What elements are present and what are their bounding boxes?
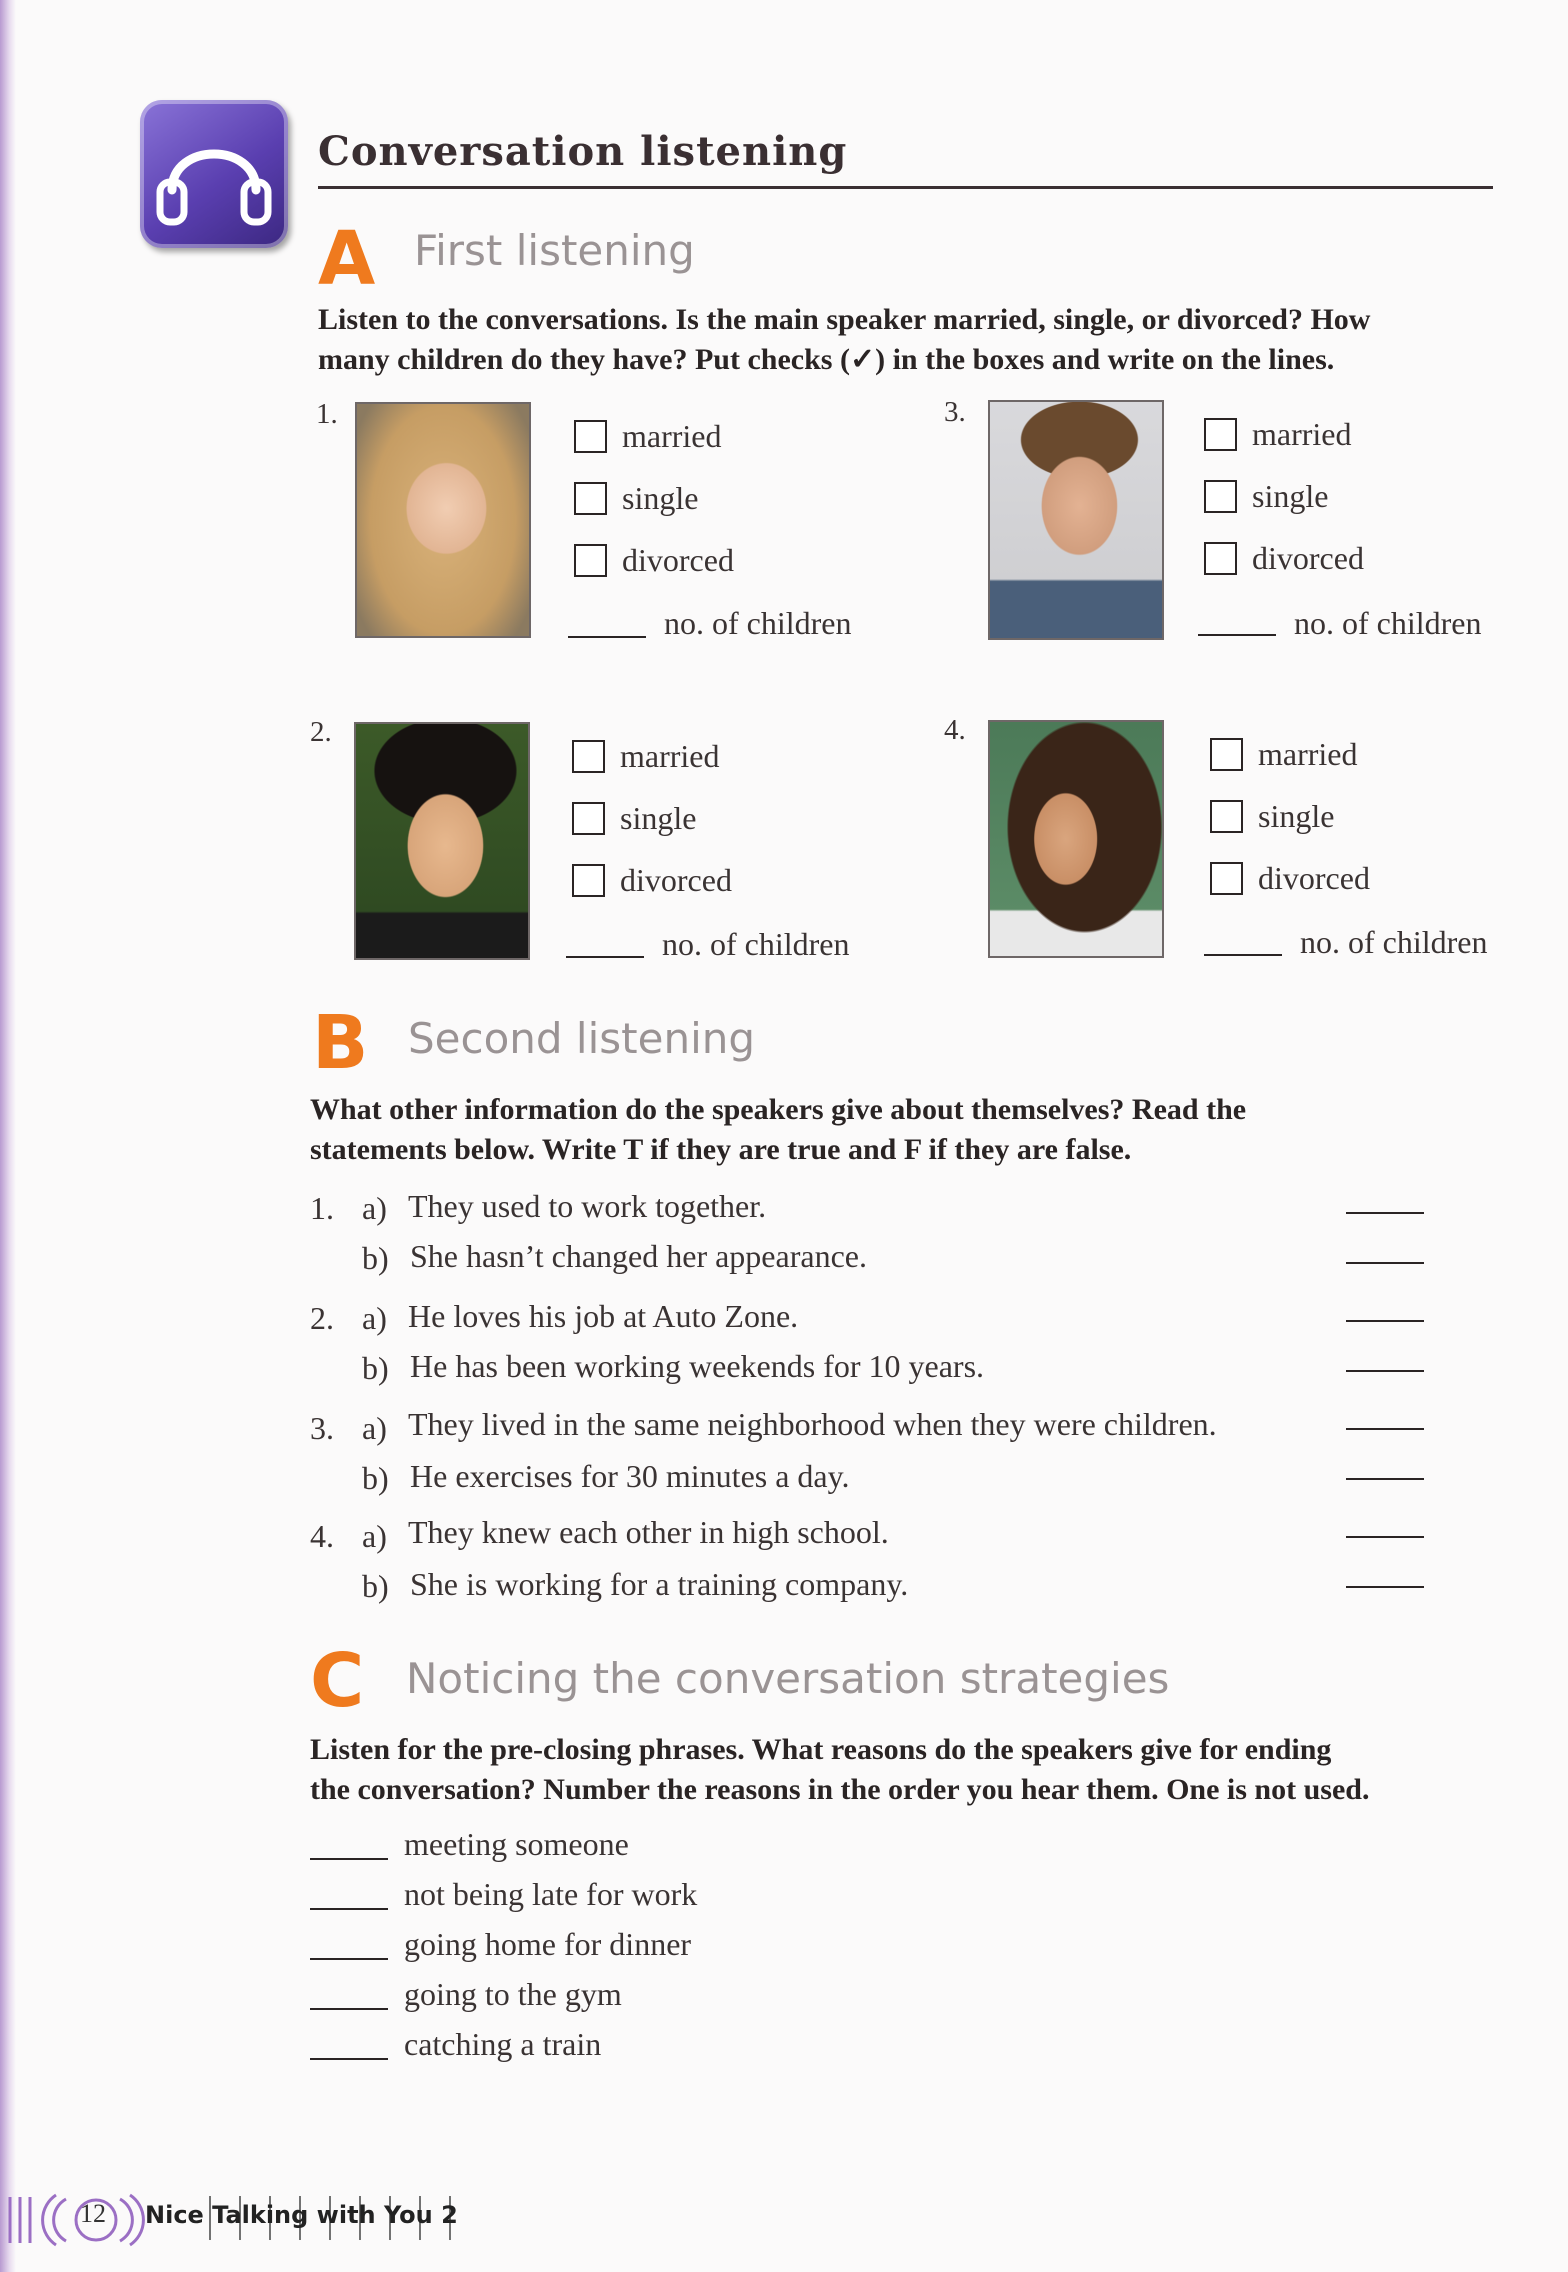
option-married: married [1258, 736, 1358, 772]
answer-blank[interactable] [1346, 1536, 1424, 1538]
option-single: single [1258, 798, 1335, 834]
statement-text: He exercises for 30 minutes a day. [410, 1458, 850, 1494]
section-a-instruction-2: many children do they have? Put checks (✓) in the boxes and write on the lines. [318, 343, 1335, 376]
order-blank[interactable] [310, 2058, 388, 2060]
section-c-instruction-2: the conversation? Number the reasons in the order you hear them. One is not used. [310, 1773, 1370, 1806]
order-blank[interactable] [310, 1908, 388, 1910]
statement-text: He loves his job at Auto Zone. [408, 1298, 799, 1334]
section-b-letter: B [312, 1000, 369, 1086]
reason-item: going to the gym [404, 1976, 622, 2012]
checkbox-single[interactable] [574, 482, 607, 515]
statement-number: 3. [310, 1410, 334, 1446]
photo-woman-dark-hair [988, 720, 1164, 958]
checkbox-single[interactable] [1210, 800, 1243, 833]
checkbox-married[interactable] [574, 420, 607, 453]
answer-blank[interactable] [1346, 1370, 1424, 1372]
statement-text: She hasn’t changed her appearance. [410, 1238, 867, 1274]
statement-label-b: b) [362, 1240, 389, 1276]
section-a-instruction-1: Listen to the conversations. Is the main speaker married, single, or divorced? How [318, 303, 1371, 336]
section-c-letter: C [310, 1638, 365, 1724]
statement-text: They knew each other in high school. [408, 1514, 889, 1550]
option-single: single [620, 800, 697, 836]
checkbox-divorced[interactable] [572, 864, 605, 897]
answer-blank[interactable] [1346, 1586, 1424, 1588]
item-number: 2. [310, 716, 332, 748]
order-blank[interactable] [310, 2008, 388, 2010]
book-title: Nice Talking with You 2 [145, 2201, 458, 2229]
section-b-instruction-2: statements below. Write T if they are true and F if they are false. [310, 1133, 1132, 1166]
reason-item: not being late for work [404, 1876, 698, 1912]
title-rule [318, 186, 1493, 189]
statement-label-a: a) [362, 1410, 387, 1446]
option-divorced: divorced [1258, 860, 1370, 896]
checkbox-married[interactable] [1210, 738, 1243, 771]
order-blank[interactable] [310, 1958, 388, 1960]
children-blank[interactable] [1204, 954, 1282, 956]
children-label: no. of children [662, 926, 850, 962]
children-label: no. of children [1294, 605, 1482, 641]
statement-text: She is working for a training company. [410, 1566, 909, 1602]
page-number: 12 [80, 2199, 106, 2228]
answer-blank[interactable] [1346, 1262, 1424, 1264]
statement-number: 2. [310, 1300, 334, 1336]
photo-man-glasses [988, 400, 1164, 640]
statement-label-a: a) [362, 1190, 387, 1226]
book-spine-edge [0, 0, 16, 2272]
option-divorced: divorced [620, 862, 732, 898]
photo-man-smiling [354, 722, 530, 960]
option-married: married [622, 418, 722, 454]
option-married: married [1252, 416, 1352, 452]
statement-label-b: b) [362, 1460, 389, 1496]
reason-item: meeting someone [404, 1826, 629, 1862]
answer-blank[interactable] [1346, 1478, 1424, 1480]
children-blank[interactable] [568, 636, 646, 638]
reason-item: catching a train [404, 2026, 602, 2062]
sound-wave-icon [0, 2185, 150, 2255]
statement-text: They used to work together. [408, 1188, 767, 1224]
option-single: single [622, 480, 699, 516]
item-number: 4. [944, 714, 966, 746]
section-c-instruction-1: Listen for the pre-closing phrases. What reasons do the speakers give for ending [310, 1733, 1332, 1766]
photo-woman-blonde [355, 402, 531, 638]
headphones-icon [140, 100, 288, 248]
children-blank[interactable] [1198, 634, 1276, 636]
statement-number: 1. [310, 1190, 334, 1226]
option-divorced: divorced [622, 542, 734, 578]
children-label: no. of children [1300, 924, 1488, 960]
checkbox-divorced[interactable] [574, 544, 607, 577]
reason-item: going home for dinner [404, 1926, 692, 1962]
children-label: no. of children [664, 605, 852, 641]
item-number: 3. [944, 396, 966, 428]
statement-label-b: b) [362, 1568, 389, 1604]
children-blank[interactable] [566, 956, 644, 958]
statement-label-b: b) [362, 1350, 389, 1386]
section-a-title: First listening [414, 226, 695, 275]
answer-blank[interactable] [1346, 1320, 1424, 1322]
statement-label-a: a) [362, 1518, 387, 1554]
checkbox-divorced[interactable] [1210, 862, 1243, 895]
order-blank[interactable] [310, 1858, 388, 1860]
statement-text: They lived in the same neighborhood when they were children. [408, 1406, 1217, 1442]
answer-blank[interactable] [1346, 1212, 1424, 1214]
section-b-title: Second listening [408, 1014, 756, 1063]
statement-label-a: a) [362, 1300, 387, 1336]
checkbox-divorced[interactable] [1204, 542, 1237, 575]
page-title: Conversation listening [318, 128, 848, 175]
statement-number: 4. [310, 1518, 334, 1554]
option-divorced: divorced [1252, 540, 1364, 576]
answer-blank[interactable] [1346, 1428, 1424, 1430]
section-b-instruction-1: What other information do the speakers give about themselves? Read the [310, 1093, 1247, 1126]
checkbox-married[interactable] [1204, 418, 1237, 451]
item-number: 1. [316, 398, 338, 430]
checkbox-married[interactable] [572, 740, 605, 773]
checkbox-single[interactable] [572, 802, 605, 835]
section-c-title: Noticing the conversation strategies [406, 1654, 1170, 1703]
statement-text: He has been working weekends for 10 years. [410, 1348, 985, 1384]
option-single: single [1252, 478, 1329, 514]
section-a-letter: A [318, 216, 376, 302]
option-married: married [620, 738, 720, 774]
checkbox-single[interactable] [1204, 480, 1237, 513]
